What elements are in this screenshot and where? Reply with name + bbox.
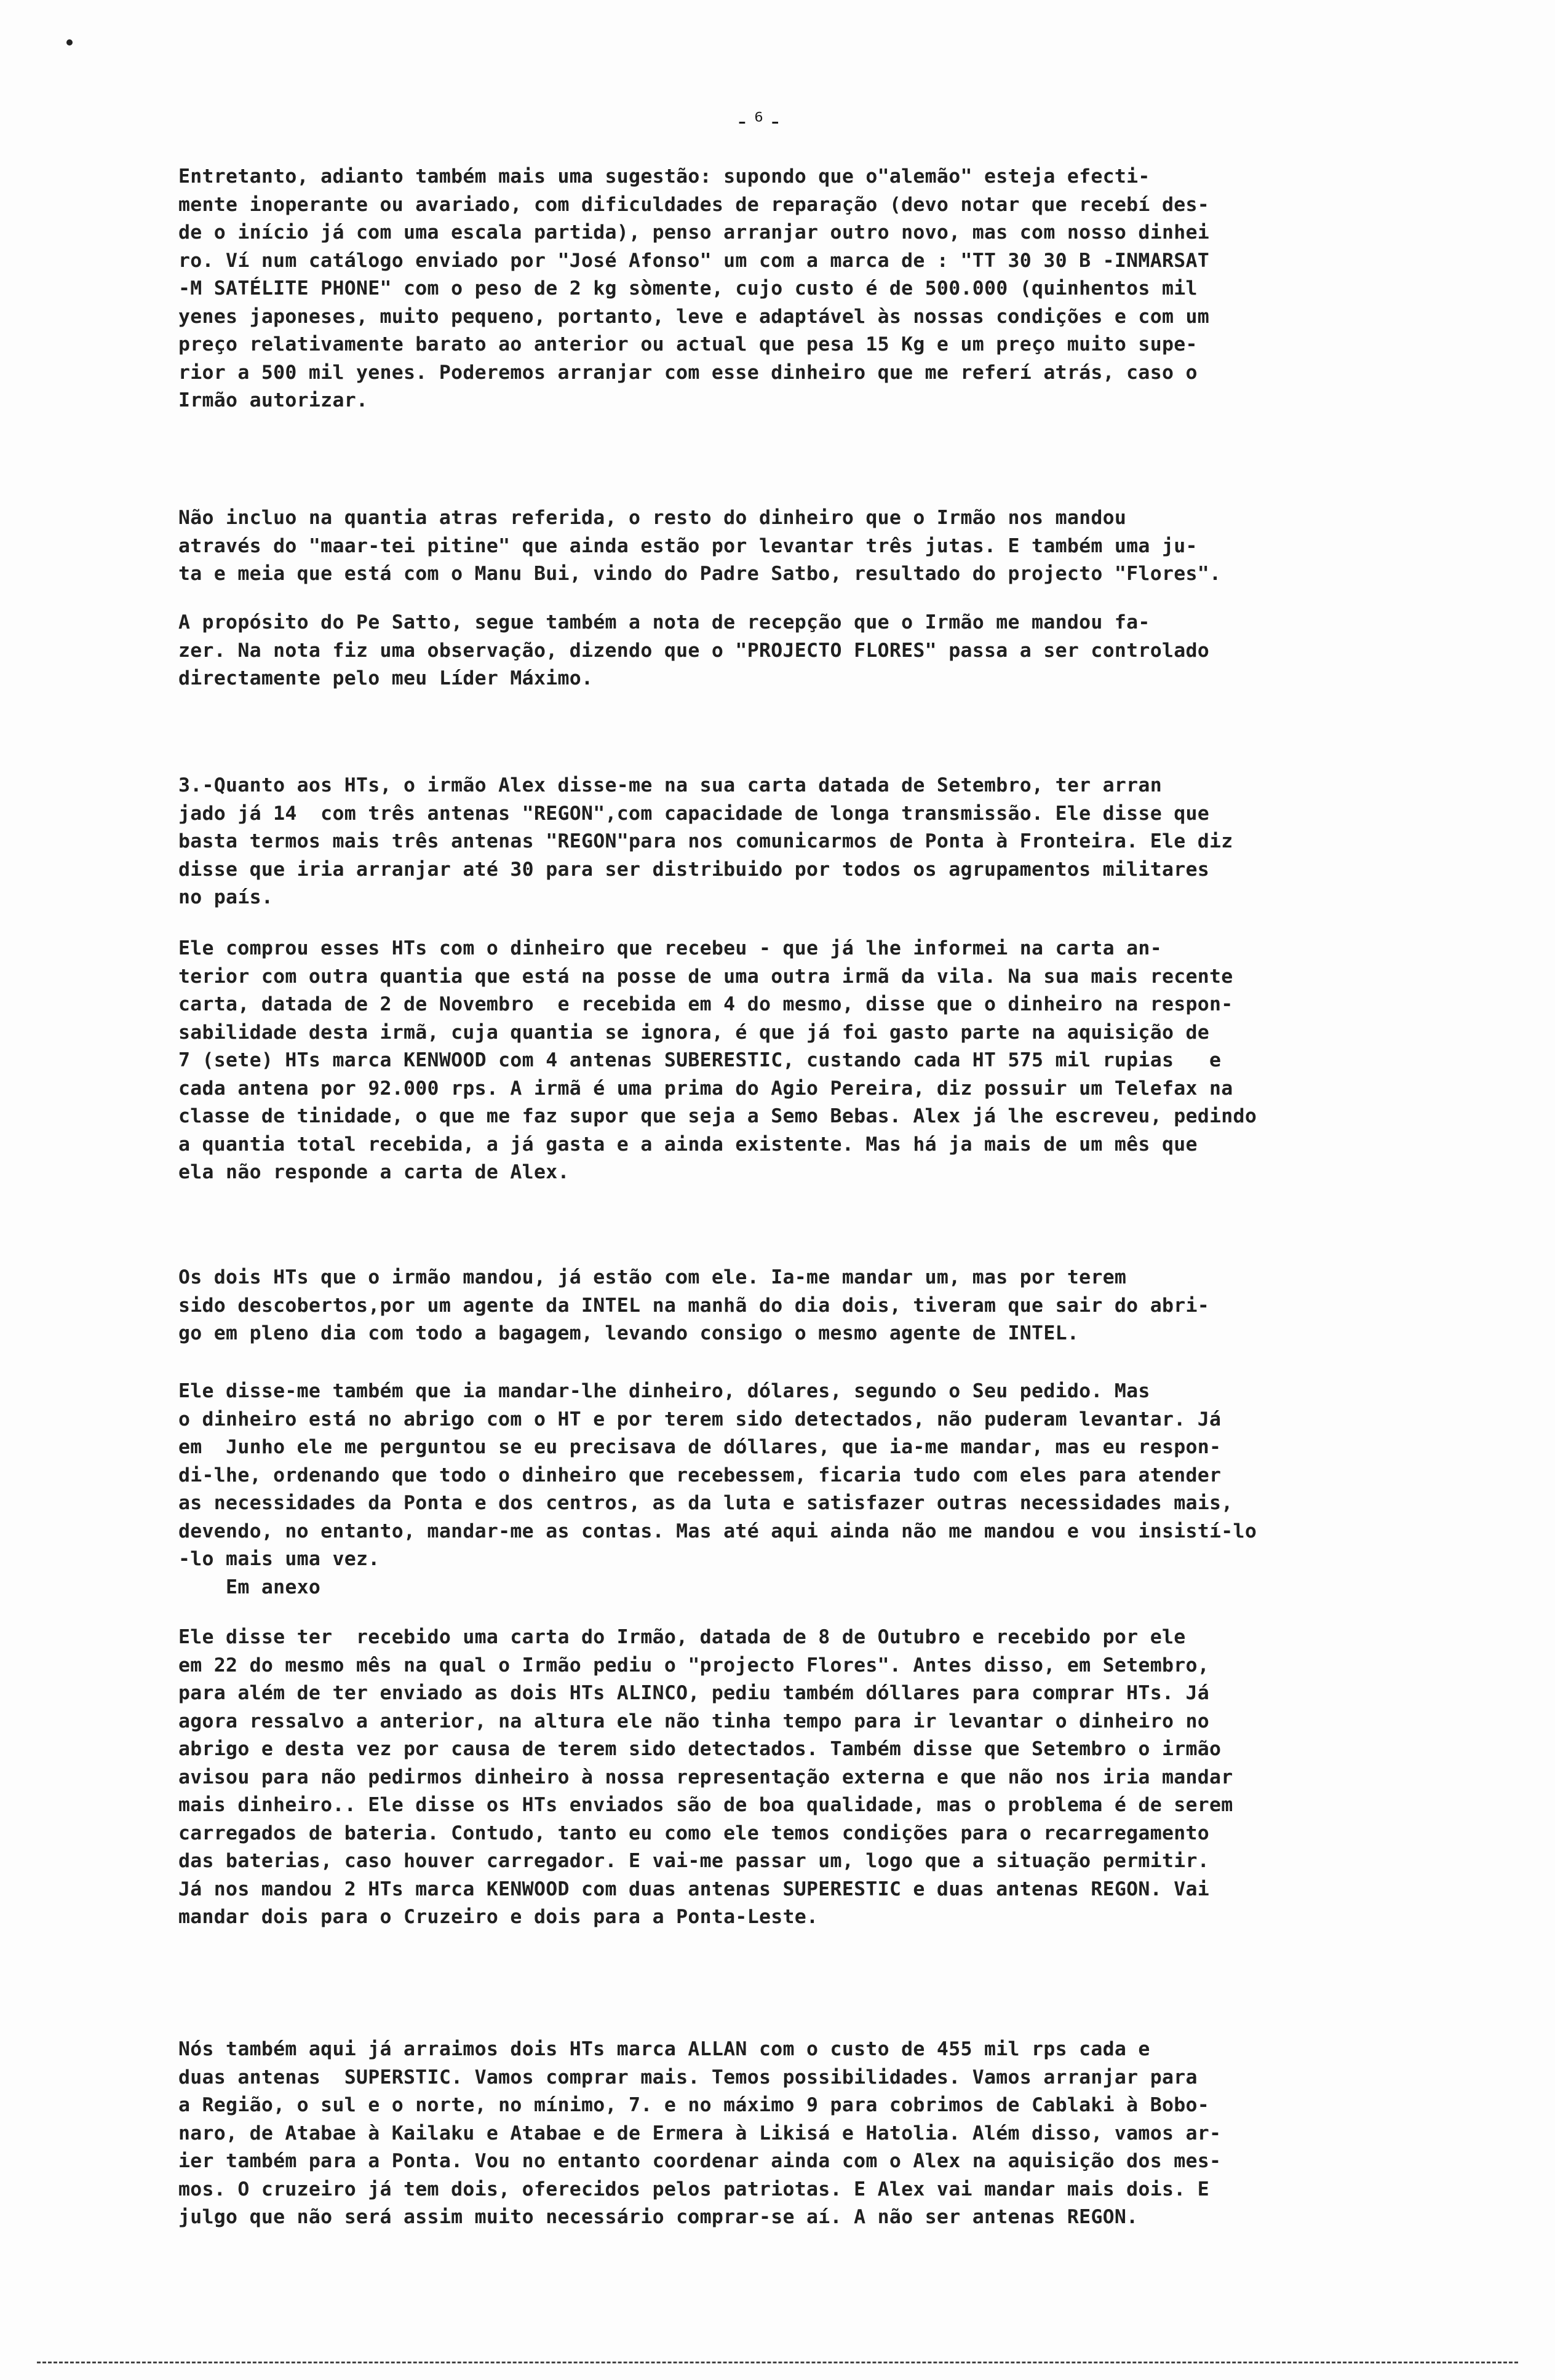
text-line: mos. O cruzeiro já tem dois, oferecidos pelos patriotas. E Alex vai mandar mais dois. E [178,2178,1210,2200]
paragraph-remaining-money [178,504,1489,589]
page-bottom-rule [37,2362,1518,2363]
scan-speck [66,39,73,46]
text-line: mais dinheiro.. Ele disse os HTs enviados são de boa qualidade, mas o problema é de serem [178,1794,1233,1816]
text-line: julgo que não será assim muito necessário comprar-se aí. A não ser antenas REGON. [178,2206,1139,2228]
text-line: mandar dois para o Cruzeiro e dois para a Ponta-Leste. [178,1906,819,1928]
text-line: ta e meia que está com o Manu Bui, vindo do Padre Satbo, resultado do projecto "Flores". [178,563,1222,585]
paragraph-hts-purchase [178,935,1489,1187]
text-line: Já nos mandou 2 HTs marca KENWOOD com duas antenas SUPERESTIC e duas antenas REGON. Vai [178,1878,1210,1900]
text-line: ro. Ví num catálogo enviado por "José Afonso" um com a marca de : "TT 30 30 B -INMARSAT [178,249,1210,272]
text-line: go em pleno dia com todo a bagagem, levando consigo o mesmo agente de INTEL. [178,1322,1080,1344]
text-line: das baterias, caso houver carregador. E vai-me passar um, logo que a situação permitir. [178,1850,1210,1872]
text-line: o dinheiro está no abrigo com o HT e por terem sido detectados, não puderam levantar. Já [178,1408,1222,1430]
text-line: abrigo e desta vez por causa de terem sido detectados. Também disse que Setembro o irmão [178,1738,1222,1760]
text-line: mente inoperante ou avariado, com dificuldades de reparação (devo notar que recebí des- [178,193,1210,216]
text-line: devendo, no entanto, mandar-me as contas. Mas até aqui ainda não me mandou e vou insistí-lo [178,1520,1257,1542]
text-line: ier também para a Ponta. Vou no entanto coordenar ainda com o Alex na aquisição dos mes- [178,2150,1222,2172]
text-line: a quantia total recebida, a já gasta e a ainda existente. Mas há ja mais de um mês que [178,1133,1198,1156]
text-line: jado já 14 com três antenas "REGON",com capacidade de longa transmissão. Ele disse que [178,802,1210,825]
text-line: terior com outra quantia que está na posse de uma outra irmã da vila. Na sua mais recente [178,965,1233,988]
paragraph-allan-hts [178,2036,1489,2232]
text-line: naro, de Atabae à Kailaku e Atabae e de Ermera à Likisá e Hatolia. Além disso, vamos ar- [178,2122,1222,2144]
text-line: em Junho ele me perguntou se eu precisava de dóllares, que ia-me mandar, mas eu respon- [178,1436,1222,1458]
text-line: ela não responde a carta de Alex. [178,1161,570,1183]
paragraph-hts-alex [178,772,1489,912]
text-line: Em anexo [178,1576,321,1598]
text-line: disse que iria arranjar até 30 para ser distribuido por todos os agrupamentos militares [178,858,1210,881]
text-line: rior a 500 mil yenes. Poderemos arranjar com esse dinheiro que me referí atrás, caso o [178,361,1198,384]
text-line: cada antena por 92.000 rps. A irmã é uma prima do Agio Pereira, diz possuir um Telefax na [178,1077,1233,1100]
paragraph-dollars [178,1378,1489,1601]
text-line: de o início já com uma escala partida), penso arranjar outro novo, mas com nosso dinhei [178,221,1210,244]
text-line: Não incluo na quantia atras referida, o resto do dinheiro que o Irmão nos mandou [178,507,1127,529]
text-line: no país. [178,886,274,908]
text-line: em 22 do mesmo mês na qual o Irmão pediu o "projecto Flores". Antes disso, em Setembro, [178,1654,1210,1676]
text-line: di-lhe, ordenando que todo o dinheiro que recebessem, ficaria tudo com eles para atender [178,1464,1222,1486]
text-line: avisou para não pedirmos dinheiro à nossa representação externa e que não nos iria mandar [178,1766,1233,1788]
text-line: as necessidades da Ponta e dos centros, as da luta e satisfazer outras necessidades mais, [178,1492,1233,1514]
text-line: directamente pelo meu Líder Máximo. [178,667,594,689]
text-line: zer. Na nota fiz uma observação, dizendo que o "PROJECTO FLORES" passa a ser controlado [178,639,1210,662]
text-line: classe de tinidade, o que me faz supor que seja a Semo Bebas. Alex já lhe escreveu, pedindo [178,1105,1257,1127]
text-line: carta, datada de 2 de Novembro e recebida em 4 do mesmo, disse que o dinheiro na respon- [178,993,1233,1015]
text-line: através do "maar-tei pitine" que ainda estão por levantar três jutas. E também uma ju- [178,534,1198,557]
text-line: agora ressalvo a anterior, na altura ele não tinha tempo para ir levantar o dinheiro no [178,1710,1210,1732]
paragraph-letter-october [178,1624,1489,1932]
text-line: -lo mais uma vez. [178,1548,380,1570]
text-line: duas antenas SUPERSTIC. Vamos comprar mais. Temos possibilidades. Vamos arranjar para [178,2066,1198,2088]
text-line: 7 (sete) HTs marca KENWOOD com 4 antenas SUBERESTIC, custando cada HT 575 mil rupias e [178,1049,1222,1071]
text-line: para além de ter enviado as dois HTs ALINCO, pediu também dóllares para comprar HTs. Já [178,1682,1210,1704]
text-line: Ele comprou esses HTs com o dinheiro que recebeu - que já lhe informei na carta an- [178,937,1162,959]
text-line: preço relativamente barato ao anterior ou actual que pesa 15 Kg e um preço muito supe- [178,333,1198,355]
text-line: yenes japoneses, muito pequeno, portanto, leve e adaptável às nossas condições e com um [178,305,1210,328]
paragraph-satellite-phone [178,163,1489,415]
text-line: sido descobertos,por um agente da INTEL na manhã do dia dois, tiveram que sair do abri- [178,1294,1210,1317]
text-line: Nós também aqui já arraimos dois HTs marca ALLAN com o custo de 455 mil rps cada e [178,2038,1150,2060]
text-line: Entretanto, adianto também mais uma sugestão: supondo que o"alemão" esteja efecti- [178,165,1150,188]
text-line: carregados de bateria. Contudo, tanto eu como ele temos condições para o recarregamento [178,1822,1210,1844]
paragraph-two-hts [178,1264,1489,1348]
paragraph-padre-satto [178,609,1489,693]
text-line: Ele disse-me também que ia mandar-lhe dinheiro, dólares, segundo o Seu pedido. Mas [178,1380,1150,1402]
text-line: Irmão autorizar. [178,389,368,411]
page-number: -⁶- [735,108,785,135]
text-line: sabilidade desta irmã, cuja quantia se ignora, é que já foi gasto parte na aquisição de [178,1021,1210,1044]
text-line: a Região, o sul e o norte, no mínimo, 7. e no máximo 9 para cobrimos de Cablaki à Bobo- [178,2094,1210,2116]
text-line: A propósito do Pe Satto, segue também a nota de recepção que o Irmão me mandou fa- [178,611,1150,633]
text-line: -M SATÉLITE PHONE" com o peso de 2 kg sòmente, cujo custo é de 500.000 (quinhentos mil [178,277,1198,299]
text-line: Os dois HTs que o irmão mandou, já estão com ele. Ia-me mandar um, mas por terem [178,1266,1127,1288]
text-line: Ele disse ter recebido uma carta do Irmão, datada de 8 de Outubro e recebido por ele [178,1626,1186,1648]
text-line: 3.-Quanto aos HTs, o irmão Alex disse-me na sua carta datada de Setembro, ter arran [178,774,1162,796]
text-line: basta termos mais três antenas "REGON"para nos comunicarmos de Ponta à Fronteira. Ele diz [178,830,1233,852]
